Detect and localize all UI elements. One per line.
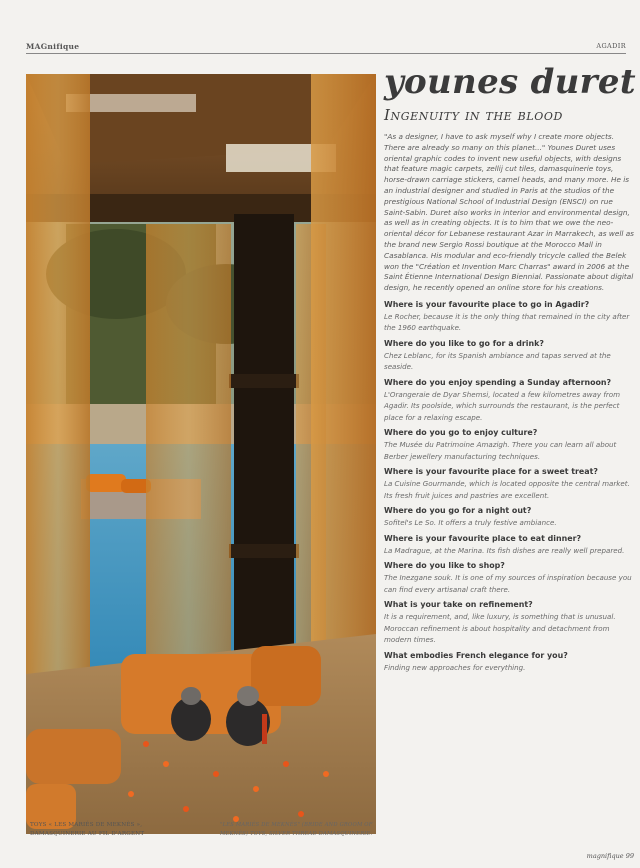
answer: The Inezgane souk. It is one of my sources of inspiration because you can find every artisanal craft there.	[384, 573, 632, 594]
magazine-name: MAGnifique	[26, 42, 80, 51]
qa-item	[384, 650, 636, 674]
article-column	[384, 62, 636, 673]
article-subtitle: Ingenuity in the blood	[384, 106, 563, 124]
question: Where do you go for a night out?	[384, 506, 532, 516]
article-title: younes duret	[384, 62, 636, 102]
answer: Sofitel's Le So. It offers a truly festive ambiance.	[384, 518, 557, 528]
qa-item	[384, 299, 636, 334]
question: Where is your favourite place to go in Agadir?	[384, 299, 590, 309]
question: Where do you go to enjoy culture?	[384, 428, 538, 438]
answer: Finding new approaches for everything.	[384, 662, 526, 672]
answer: L'Orangeraie de Dyar Shemsi, located a few kilometres away from Agadir. Its poolside, which surrounds the restaurant, is the perfect place for a relaxing escape.	[384, 389, 620, 422]
caption-english: "LES MARIÉS DE MEKNÈS" (BRIDE AND GROOM OF MEKNÈS) TOYS, SILVER THREAD DAMASQUINERIE.	[220, 822, 373, 837]
question: Where do you enjoy spending a Sunday afternoon?	[384, 377, 612, 387]
caption-french: TOYS « LES MARIÉS DE MEKNÈS », DAMASQUINERIE AU FIL D'ARGENT	[30, 822, 145, 837]
qa-item	[384, 533, 636, 557]
qa-item	[384, 505, 636, 529]
pool-cabana-photo	[26, 74, 376, 834]
qa-item	[384, 338, 636, 373]
question: What is your take on refinement?	[384, 600, 533, 610]
question: Where do you like to go for a drink?	[384, 338, 544, 348]
answer: It is a requirement, and, like luxury, is something that is unusual. Moroccan refinement is about hospitality and detachment from modern times.	[384, 612, 616, 645]
interview-qa	[384, 299, 636, 674]
answer: La Cuisine Gourmande, which is located opposite the central market. Its fresh fruit juices and pastries are excellent.	[384, 479, 630, 500]
answer: The Musée du Patrimoine Amazigh. There you can learn all about Berber jewellery manufacturing techniques.	[384, 440, 617, 461]
answer: La Madrague, at the Marina. Its fish dishes are really well prepared.	[384, 545, 625, 555]
answer: Chez Leblanc, for its Spanish ambiance and tapas served at the seaside.	[384, 350, 611, 372]
article-intro: "As a designer, I have to ask myself why I create more objects. There are already so many on this planet..." Younes Duret uses oriental graphic codes to invent new useful objects, with designs that feature magic carpets, zellij cut tiles, damasquinerie toys, horse-drawn carriage stickers, camel heads, and many more. He is an industrial designer and studied in Paris at the studios of the prestigious National School of Industrial Design (ENSCI) on rue Saint-Sabin. Duret also works in interior and environmental design, as well as in creating objects. It is to him that we owe the neo-oriental décor for Lebanese restaurant Azar in Marrakech, as well as the brand new Sergio Rossi boutique at the Morocco Mall in Casablanca. His modular and eco-friendly tricycle called the Belek won the "Création et Invention Marc Charras" award in 2006 at the Saint Étienne International Design Biennial. Passionate about digital design, he recently opened an online store for his creations.	[384, 132, 634, 293]
qa-item	[384, 560, 636, 595]
header-rule	[26, 53, 626, 54]
section-name: AGADIR	[596, 42, 626, 50]
question: Where is your favourite place to eat dinner?	[384, 533, 582, 543]
question: Where is your favourite place for a sweet treat?	[384, 467, 598, 477]
page-folio: magnifique 99	[586, 852, 634, 860]
question: Where do you like to shop?	[384, 561, 505, 571]
question: What embodies French elegance for you?	[384, 650, 568, 660]
qa-item	[384, 466, 636, 501]
qa-item	[384, 427, 636, 462]
qa-item	[384, 377, 636, 424]
answer: Le Rocher, because it is the only thing that remained in the city after the 1960 earthquake.	[384, 311, 630, 333]
qa-item	[384, 599, 636, 646]
